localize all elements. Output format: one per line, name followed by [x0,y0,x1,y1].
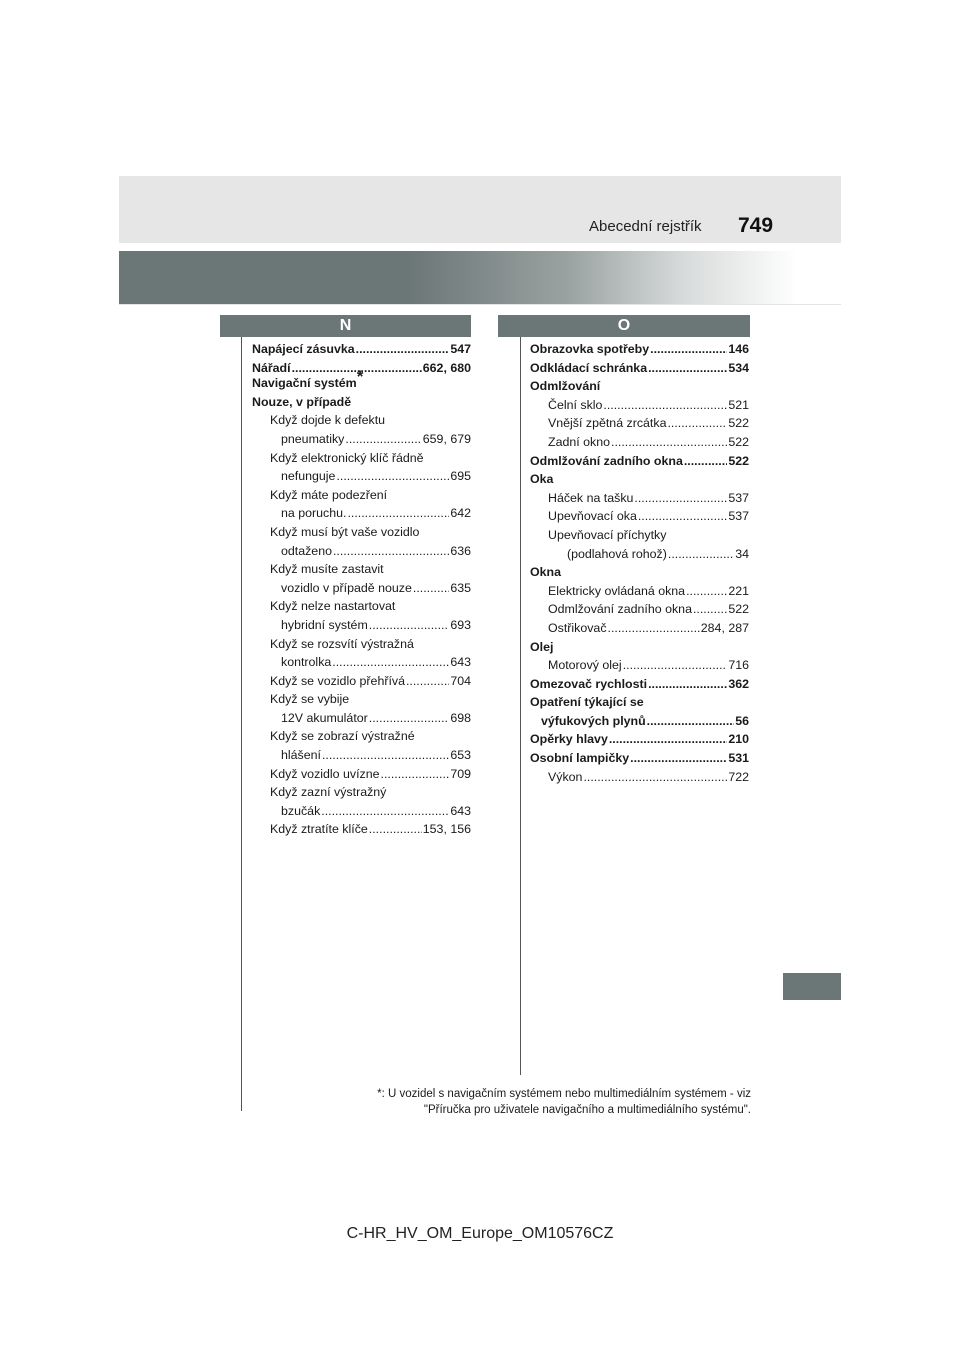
document-code: C-HR_HV_OM_Europe_OM10576CZ [346,1225,614,1242]
section-thumb-tab [783,973,841,1000]
header-divider [119,304,841,305]
index-subentry[interactable]: pneumatiky ..... 659, 679 [270,430,471,449]
index-entry[interactable]: Navigační systém* [252,367,364,391]
index-subentry[interactable]: Ostřikovač ..... 284, 287 [548,619,749,638]
index-subentry-line: Když se zobrazí výstražné [270,729,415,744]
index-subentry-line: Když máte podezření [270,487,388,502]
page-number: 749 [738,214,774,237]
page-title: Abecední rejstřík [589,218,702,235]
middle-column-rule [520,315,521,1075]
index-subentry[interactable]: Čelní sklo ..... 521 [548,396,749,415]
index-subentry[interactable]: Motorový olej ..... 716 [548,656,749,675]
index-subentry[interactable]: hlášení ..... 653 [270,746,471,765]
index-entry[interactable]: Nářadí ..... 662, 680 [252,359,471,378]
footnote [300,1086,751,1118]
index-subentry[interactable]: nefunguje ..... 695 [270,467,471,486]
index-subentry-line: Upevňovací příchytky [548,527,667,542]
index-subentry[interactable]: Zadní okno ..... 522 [548,433,749,452]
header-band [119,176,841,243]
index-subentry[interactable]: Odmlžování zadního okna ..... 522 [548,600,749,619]
section-header-n: N [220,315,471,337]
index-subentry[interactable]: na poruchu. ..... 642 [270,504,471,523]
index-subentry[interactable]: 12V akumulátor ..... 698 [270,709,471,728]
footnote-line: *: U vozidel s navigačním systémem nebo multimediálním systémem - viz [377,1088,751,1100]
left-column-rule [241,315,242,1111]
index-subentry[interactable]: Elektricky ovládaná okna ..... 221 [548,582,749,601]
index-subentry[interactable]: hybridní systém ..... 693 [270,616,471,635]
index-subentry[interactable]: Když ztratíte klíče ..... 153, 156 [270,820,471,839]
index-subentry-line: Když elektronický klíč řádně [270,450,424,465]
index-subentry-line: Když musí být vaše vozidlo [270,524,420,539]
index-subentry[interactable]: Výkon ..... 722 [548,768,749,787]
index-subentry[interactable]: Když se vozidlo přehřívá ..... 704 [270,672,471,691]
index-entry[interactable]: Odkládací schránka ..... 534 [530,359,749,378]
footnote-line: "Příručka pro uživatele navigačního a multimediálního systému". [423,1104,751,1116]
index-entry[interactable]: Osobní lampičky ..... 531 [530,749,749,768]
index-subentries [252,411,471,839]
index-entry[interactable]: výfukových plynů ..... 56 [530,712,749,731]
index-subentry[interactable]: Když vozidlo uvízne ..... 709 [270,765,471,784]
index-heading: Okna [530,565,561,580]
index-subentry-line: Když nelze nastartovat [270,599,396,614]
footnote-marker: * [356,367,364,387]
index-subentry[interactable]: Vnější zpětná zrcátka ..... 522 [548,414,749,433]
index-heading: Oka [530,472,554,487]
index-subentries [530,768,749,787]
index-entry[interactable]: Opěrky hlavy ..... 210 [530,730,749,749]
index-subentries [530,489,749,563]
index-column-o [530,340,749,786]
index-heading: Opatření týkající se [530,695,644,710]
index-entry[interactable]: Obrazovka spotřeby ..... 146 [530,340,749,359]
index-subentry-line: Když se vybije [270,692,350,707]
header-gradient-bar [119,251,841,304]
index-subentry[interactable]: (podlahová rohož) ..... 34 [548,545,749,564]
index-entry[interactable]: Odmlžování zadního okna ..... 522 [530,452,749,471]
index-subentry[interactable]: bzučák ..... 643 [270,802,471,821]
index-subentry-line: Když dojde k defektu [270,413,386,428]
index-subentries [530,582,749,638]
index-heading: Nouze, v případě [252,394,352,409]
index-subentries [530,656,749,675]
index-subentry-line: Když musíte zastavit [270,562,384,577]
index-subentry-line: Když se rozsvítí výstražná [270,636,414,651]
index-subentry[interactable]: Háček na tašku ..... 537 [548,489,749,508]
index-subentry[interactable]: odtaženo ..... 636 [270,542,471,561]
index-heading: Olej [530,639,554,654]
index-subentry[interactable]: kontrolka ..... 643 [270,653,471,672]
index-subentry[interactable]: vozidlo v případě nouze ..... 635 [270,579,471,598]
index-subentries [530,396,749,452]
index-heading: Odmlžování [530,379,601,394]
index-entry[interactable]: Napájecí zásuvka ..... 547 [252,340,471,359]
index-subentry[interactable]: Upevňovací oka ..... 537 [548,507,749,526]
index-subentry-line: Když zazní výstražný [270,785,387,800]
index-column-n [252,340,471,839]
index-entry[interactable]: Omezovač rychlosti ..... 362 [530,675,749,694]
section-header-o: O [498,315,750,337]
